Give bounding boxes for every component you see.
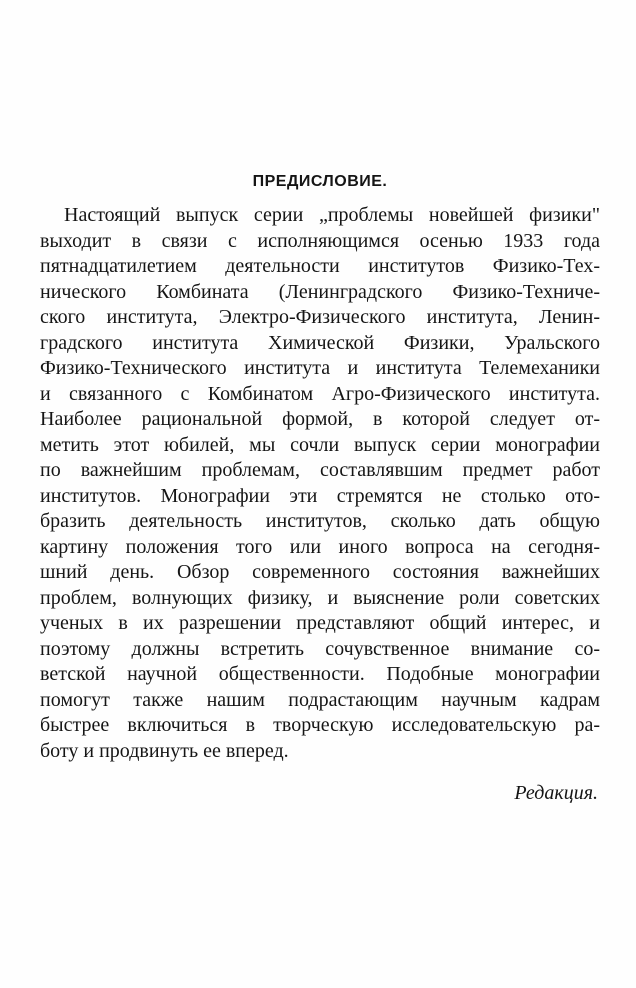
paragraph-line: институтов. Монографии эти стремятся не столько ото- <box>40 484 600 507</box>
page-title: ПРЕДИСЛОВИЕ. <box>252 173 388 190</box>
paragraph-line: Наиболее рациональной формой, в которой следует от- <box>40 408 600 430</box>
preface-paragraph <box>40 203 600 764</box>
paragraph-line: поэтому должны встретить сочувственное внимание со- <box>40 637 600 660</box>
paragraph-line: быстрее включиться в творческую исследовательскую ра- <box>40 714 600 736</box>
paragraph-line: метить этот юбилей, мы сочли выпуск серии монографии <box>40 433 600 456</box>
paragraph-line: проблем, волнующих физику, и выяснение роли советских <box>40 586 600 609</box>
paragraph-line: по важнейшим проблемам, составлявшим предмет работ <box>40 459 600 481</box>
paragraph-line: и связанного с Комбинатом Агро-Физического института. <box>40 382 600 405</box>
signature: Редакция. <box>514 782 598 804</box>
paragraph-line: бразить деятельность институтов, сколько дать общую <box>40 510 600 532</box>
paragraph-line: ского института, Электро-Физического института, Ленин- <box>40 306 600 328</box>
paragraph-line: Настоящий выпуск серии „проблемы новейшей физики" <box>64 204 600 226</box>
paragraph-line: выходит в связи с исполняющимся осенью 1933 года <box>40 229 600 252</box>
paragraph-line: ветской научной общественности. Подобные монографии <box>40 663 600 685</box>
paragraph-line: пятнадцатилетием деятельности институтов Физико-Тех- <box>40 255 600 277</box>
paragraph-line: помогут также нашим подрастающим научным кадрам <box>40 688 600 711</box>
paragraph-line: градского института Химической Физики, Уральского <box>40 331 600 354</box>
paragraph-line: ученых в их разрешении представляют общий интерес, и <box>40 612 600 634</box>
paragraph-line: нического Комбината (Ленинградского Физико-Техниче- <box>40 280 600 303</box>
paragraph-line: шний день. Обзор современного состояния важнейших <box>40 561 600 583</box>
paragraph-line: Физико-Технического института и института Телемеханики <box>40 357 600 379</box>
paragraph-line: картину положения того или иного вопроса на сегодня- <box>40 535 600 558</box>
paragraph-line: боту и продвинуть ее вперед. <box>40 739 289 762</box>
